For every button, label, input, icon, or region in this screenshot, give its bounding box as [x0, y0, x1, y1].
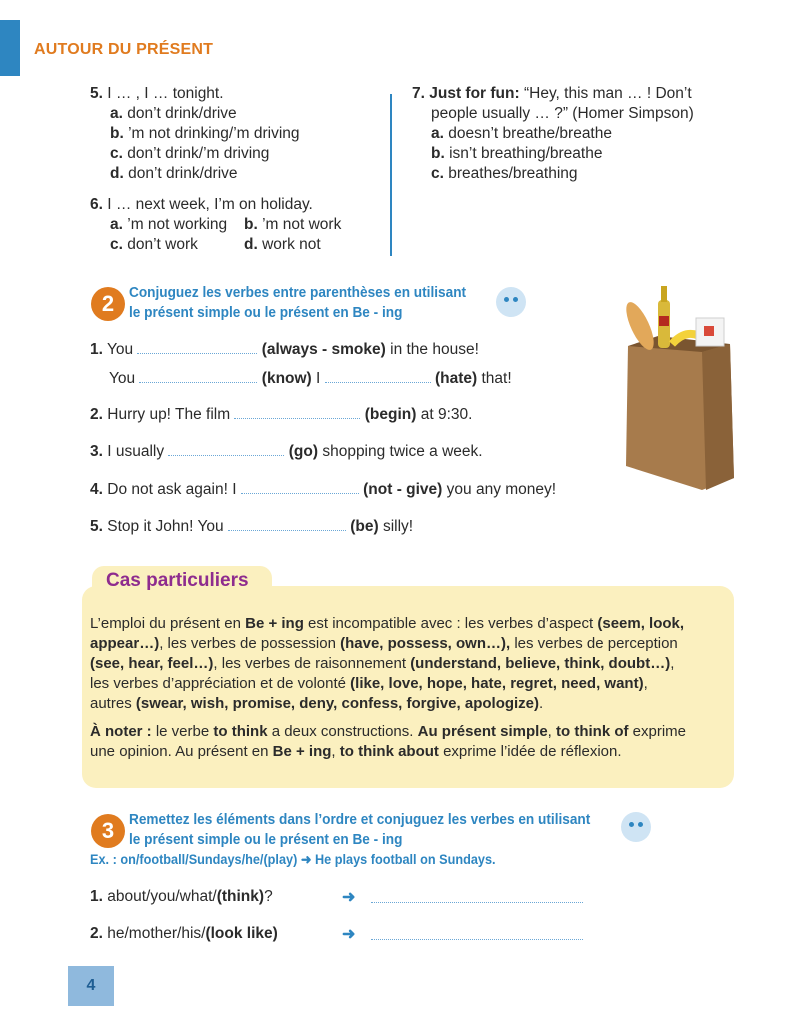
verb-hint: (think) [216, 888, 265, 905]
text-run: to think of [556, 723, 629, 740]
arrow-icon: ➜ [300, 852, 312, 867]
exercise-3-title [129, 810, 590, 850]
item-number: 3. [90, 443, 103, 460]
arrow-icon: ➜ [342, 926, 356, 943]
text-run: , les verbes de possession [159, 635, 341, 652]
option-text: isn’t breathing/breathe [449, 145, 603, 162]
item-text: I [316, 370, 321, 387]
verb-hint: (know) [261, 370, 312, 387]
smiley-face-icon [621, 812, 651, 842]
exercise-title-line: le présent simple ou le présent en Be - ing [129, 832, 403, 848]
item-text: that! [481, 370, 512, 387]
bag-side [702, 344, 734, 490]
item-text: Stop it John! You [107, 518, 224, 535]
item-text: silly! [382, 518, 414, 535]
option-text: ’m not work [262, 216, 342, 233]
item-text: about/you/what/ [107, 888, 217, 905]
text-run: , [670, 655, 675, 672]
item-number: 4. [90, 481, 103, 498]
question-5 [90, 84, 300, 184]
text-run: autres [90, 695, 136, 712]
option-letter: b. [244, 216, 258, 233]
text-run: les verbes d’appréciation et de volonté [90, 675, 351, 692]
question-number: 6. [90, 196, 103, 213]
text-run: (like, love, hope, hate, regret, need, want) [350, 675, 644, 692]
blank-field[interactable] [234, 408, 360, 419]
option-letter: d. [244, 236, 258, 253]
option-letter: c. [110, 236, 123, 253]
option-text: ’m not drinking/’m driving [128, 125, 300, 142]
item-text: I usually [107, 443, 165, 460]
verb-hint: (not - give) [363, 481, 443, 498]
option-letter: d. [110, 165, 124, 182]
item-text: he/mother/his/ [107, 925, 206, 942]
blank-field[interactable] [168, 445, 284, 456]
option-letter: a. [110, 216, 123, 233]
item-number: 2. [90, 406, 103, 423]
item-text: You [109, 370, 136, 387]
answer-field[interactable] [371, 892, 583, 903]
text-run: L’emploi du présent en [90, 615, 246, 632]
item-text: at 9:30. [420, 406, 473, 423]
question-6 [90, 195, 390, 255]
question-number: 7. [412, 85, 425, 102]
blank-field[interactable] [241, 483, 359, 494]
text-run: (see, hear, feel…) [90, 655, 214, 672]
item-text: in the house! [390, 341, 479, 358]
note-box-paragraph-2 [90, 722, 714, 762]
text-run: (swear, wish, promise, deny, confess, forgive, apologize) [135, 695, 540, 712]
item-text: You [106, 341, 134, 358]
exercise-3-item-1 [90, 887, 273, 907]
text-run: une opinion. Au présent en [90, 743, 273, 760]
option-letter: c. [110, 145, 123, 162]
verb-hint: (begin) [364, 406, 417, 423]
page-number: 4 [68, 966, 114, 1006]
note-label: À noter : [90, 723, 152, 740]
text-run: (seem, look, [597, 615, 685, 632]
column-divider [390, 94, 392, 256]
text-run: , [331, 743, 340, 760]
item-number: 5. [90, 518, 103, 535]
text-run: est incompatible avec : les verbes d’aspect [303, 615, 598, 632]
exercise-2-item-4 [90, 480, 556, 500]
option-text: don’t work [127, 236, 198, 253]
option-text: doesn’t breathe/breathe [448, 125, 612, 142]
carton-label-icon [704, 326, 714, 336]
item-text: shopping twice a week. [322, 443, 483, 460]
option-letter: a. [110, 105, 123, 122]
grocery-bag-illustration [618, 282, 742, 494]
question-stem-continued: people usually … ?” (Homer Simpson) [431, 105, 694, 122]
option-letter: a. [431, 125, 444, 142]
blank-field[interactable] [228, 520, 346, 531]
text-run: . [539, 695, 544, 712]
arrow-icon: ➜ [342, 889, 356, 906]
item-number: 2. [90, 925, 103, 942]
exercise-2-item-5 [90, 517, 413, 537]
text-run: appear…) [90, 635, 160, 652]
bottle-label-icon [659, 316, 669, 326]
blank-field[interactable] [139, 372, 257, 383]
item-text: Hurry up! The film [107, 406, 231, 423]
exercise-3-badge: 3 [91, 814, 125, 848]
verb-hint: (always - smoke) [261, 341, 386, 358]
text-run: (have, possess, own…), [340, 635, 511, 652]
smiley-face-icon [496, 287, 526, 317]
option-text: don’t drink/’m driving [127, 145, 270, 162]
exercise-2-item-1b [109, 369, 512, 389]
text-run: Au présent simple [417, 723, 548, 740]
text-run: exprime l’idée de réflexion. [438, 743, 622, 760]
item-text: Do not ask again! I [107, 481, 237, 498]
item-number: 1. [90, 341, 103, 358]
text-run: les verbes de perception [510, 635, 678, 652]
option-letter: b. [431, 145, 445, 162]
example-prompt: Ex. : on/football/Sundays/he/(play) [90, 852, 298, 867]
option-text: breathes/breathing [448, 165, 578, 182]
verb-hint: (hate) [434, 370, 478, 387]
exercise-3-example [90, 850, 496, 870]
exercise-title-line: Conjuguez les verbes entre parenthèses en utilisant [129, 285, 467, 301]
exercise-2-title [129, 283, 466, 323]
answer-field[interactable] [371, 929, 583, 940]
text-run: a deux constructions. [267, 723, 418, 740]
exercise-2-item-2 [90, 405, 472, 425]
exercise-title-line: le présent simple ou le présent en Be - ing [129, 305, 403, 321]
text-run: , [643, 675, 648, 692]
blank-field[interactable] [137, 343, 257, 354]
option-letter: b. [110, 125, 124, 142]
exercise-2-item-3 [90, 442, 483, 462]
note-box-paragraph-1 [90, 614, 714, 714]
question-stem: I … , I … tonight. [107, 85, 224, 102]
item-text: ? [264, 888, 273, 905]
verb-hint: (look like) [205, 925, 278, 942]
text-run: to think about [339, 743, 439, 760]
question-stem: I … next week, I’m on holiday. [107, 196, 313, 213]
question-7 [412, 84, 694, 184]
option-text: work not [262, 236, 321, 253]
chapter-side-tab [0, 20, 20, 76]
text-run: , les verbes de raisonnement [213, 655, 411, 672]
option-text: don’t drink/drive [128, 165, 238, 182]
text-run: to think [213, 723, 268, 740]
text-run: Be + ing [245, 615, 304, 632]
text-run: Be + ing [272, 743, 332, 760]
chapter-title: AUTOUR DU PRÉSENT [34, 41, 214, 58]
exercise-3-item-2 [90, 924, 278, 944]
text-run: (understand, believe, think, doubt…) [410, 655, 671, 672]
verb-hint: (be) [350, 518, 379, 535]
option-text: don’t drink/drive [127, 105, 237, 122]
option-letter: c. [431, 165, 444, 182]
blank-field[interactable] [325, 372, 431, 383]
text-run: le verbe [151, 723, 214, 740]
note-box-title: Cas particuliers [106, 570, 249, 591]
bottle-neck-icon [661, 286, 667, 302]
exercise-2-badge: 2 [91, 287, 125, 321]
item-number: 1. [90, 888, 103, 905]
example-answer: He plays football on Sundays. [315, 852, 496, 867]
question-stem: “Hey, this man … ! Don’t [523, 85, 692, 102]
option-text: ’m not working [127, 216, 228, 233]
question-number: 5. [90, 85, 103, 102]
exercise-title-line: Remettez les éléments dans l’ordre et conjuguez les verbes en utilisant [129, 812, 591, 828]
text-run: exprime [628, 723, 687, 740]
question-label: Just for fun: [429, 85, 520, 102]
text-run: , [547, 723, 557, 740]
verb-hint: (go) [288, 443, 319, 460]
item-text: you any money! [446, 481, 557, 498]
exercise-2-item-1 [90, 340, 479, 360]
